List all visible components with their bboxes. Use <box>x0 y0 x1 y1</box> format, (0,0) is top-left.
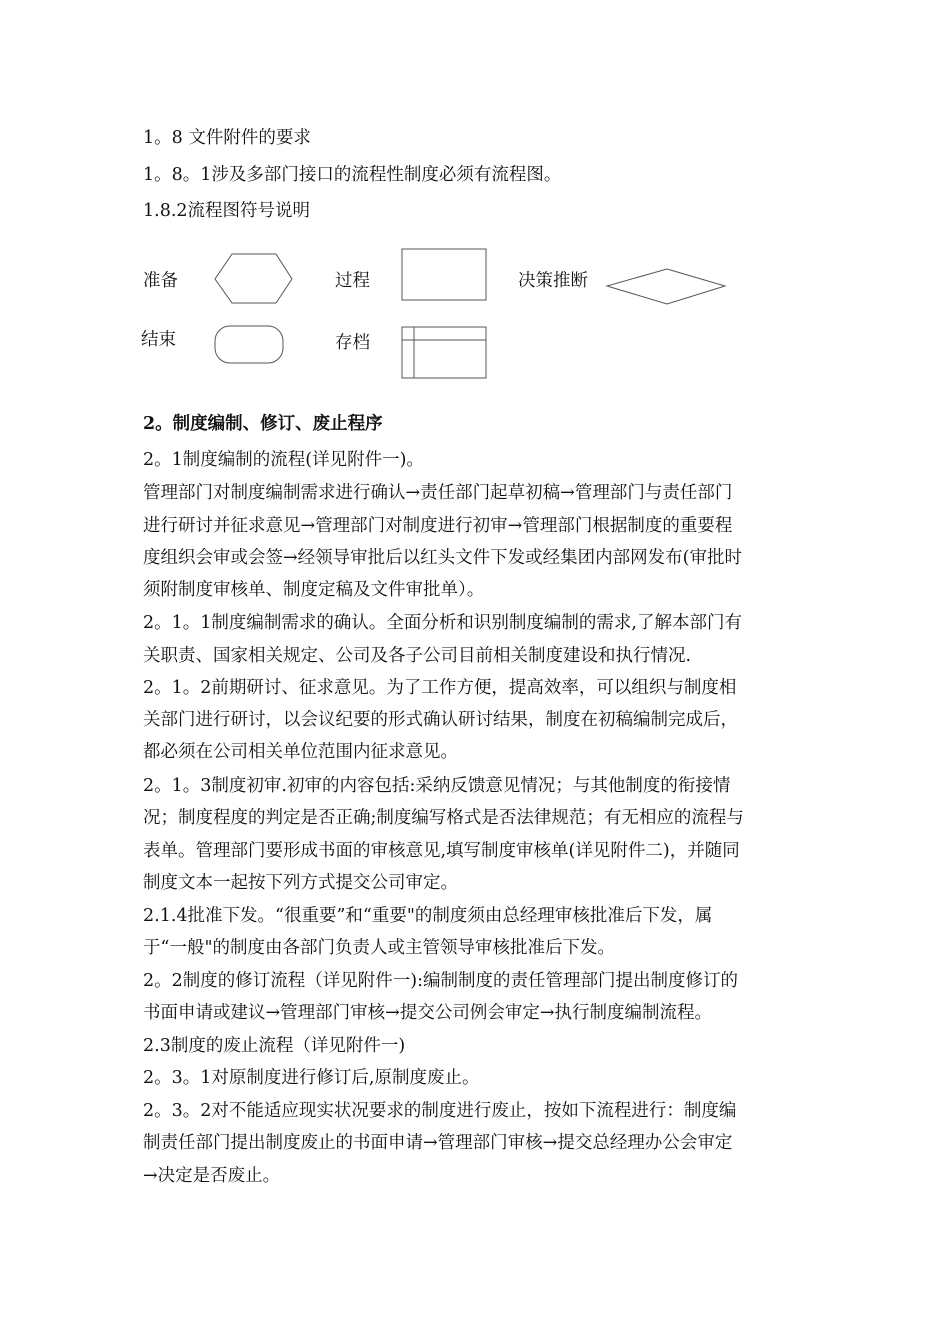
section-2-line: 2。1。3制度初审.初审的内容包括:采纳反馈意见情况；与其他制度的衔接情 <box>143 776 731 796</box>
section-1-8-1-text: 1。8。1涉及多部门接口的流程性制度必须有流程图。 <box>143 165 562 185</box>
section-2-line: 制度文本一起按下列方式提交公司审定。 <box>143 873 458 893</box>
section-2-line: 表单。管理部门要形成书面的审核意见,填写制度审核单(详见附件二)，并随同 <box>143 841 740 861</box>
process-rectangle-symbol <box>401 248 489 302</box>
section-2-line: 进行研讨并征求意见→管理部门对制度进行初审→管理部门根据制度的重要程 <box>143 516 733 536</box>
section-2-line: 关部门进行研讨，以会议纪要的形式确认研讨结果，制度在初稿编制完成后， <box>143 710 738 730</box>
section-2-line: 关职责、国家相关规定、公司及各子公司目前相关制度建设和执行情况. <box>143 646 692 666</box>
legend-label-end: 结束 <box>141 330 176 350</box>
section-2-line: 于“一般"的制度由各部门负责人或主管领导审核批准后下发。 <box>143 938 615 958</box>
section-2-line: 制责任部门提出制度废止的书面申请→管理部门审核→提交总经理办公会审定 <box>143 1133 733 1153</box>
legend-label-process: 过程 <box>335 271 370 291</box>
section-2-line: 况；制度程度的判定是否正确;制度编写格式是否法律规范；有无相应的流程与 <box>143 808 744 828</box>
end-rounded-symbol <box>214 325 286 365</box>
legend-label-decision: 决策推断 <box>518 271 588 291</box>
section-2-line: 2。1。1制度编制需求的确认。全面分析和识别制度编制的需求,了解本部门有 <box>143 613 742 633</box>
legend-label-archive: 存档 <box>335 333 370 353</box>
prepare-hexagon-symbol <box>214 253 294 305</box>
section-1-8-2-text: 1.8.2流程图符号说明 <box>143 201 311 221</box>
section-2-line: 2。2制度的修订流程（详见附件一):编制制度的责任管理部门提出制度修订的 <box>143 971 738 991</box>
section-2-line: 书面申请或建议→管理部门审核→提交公司例会审定→执行制度编制流程。 <box>143 1003 712 1023</box>
section-2-line: 2。3。2对不能适应现实状况要求的制度进行废止，按如下流程进行：制度编 <box>143 1101 737 1121</box>
section-2-line: →决定是否废止。 <box>143 1166 281 1186</box>
section-2-line: 2。3。1对原制度进行修订后,原制度废止。 <box>143 1068 480 1088</box>
section-1-8-heading: 1。8 文件附件的要求 <box>143 128 311 148</box>
section-2-line: 须附制度审核单、制度定稿及文件审批单）。 <box>143 580 485 600</box>
section-2-line: 2。1。2前期研讨、征求意见。为了工作方便，提高效率，可以组织与制度相 <box>143 678 737 698</box>
section-2-line: 2.1.4批准下发。“很重要”和“重要"的制度须由总经理审核批准后下发，属 <box>143 906 713 926</box>
section-2-line: 管理部门对制度编制需求进行确认→责任部门起草初稿→管理部门与责任部门 <box>143 483 733 503</box>
section-2-line: 都必须在公司相关单位范围内征求意见。 <box>143 742 458 762</box>
archive-storage-symbol <box>401 326 489 380</box>
legend-label-prepare: 准备 <box>143 271 178 291</box>
section-2-line: 2。1制度编制的流程(详见附件一)。 <box>143 450 424 470</box>
decision-diamond-symbol <box>606 268 728 306</box>
section-2-line: 2.3制度的废止流程（详见附件一) <box>143 1036 406 1056</box>
section-2-line: 度组织会审或会签→经领导审批后以红头文件下发或经集团内部网发布(审批时 <box>143 548 742 568</box>
section-2-heading: 2。制度编制、修订、废止程序 <box>143 414 383 434</box>
